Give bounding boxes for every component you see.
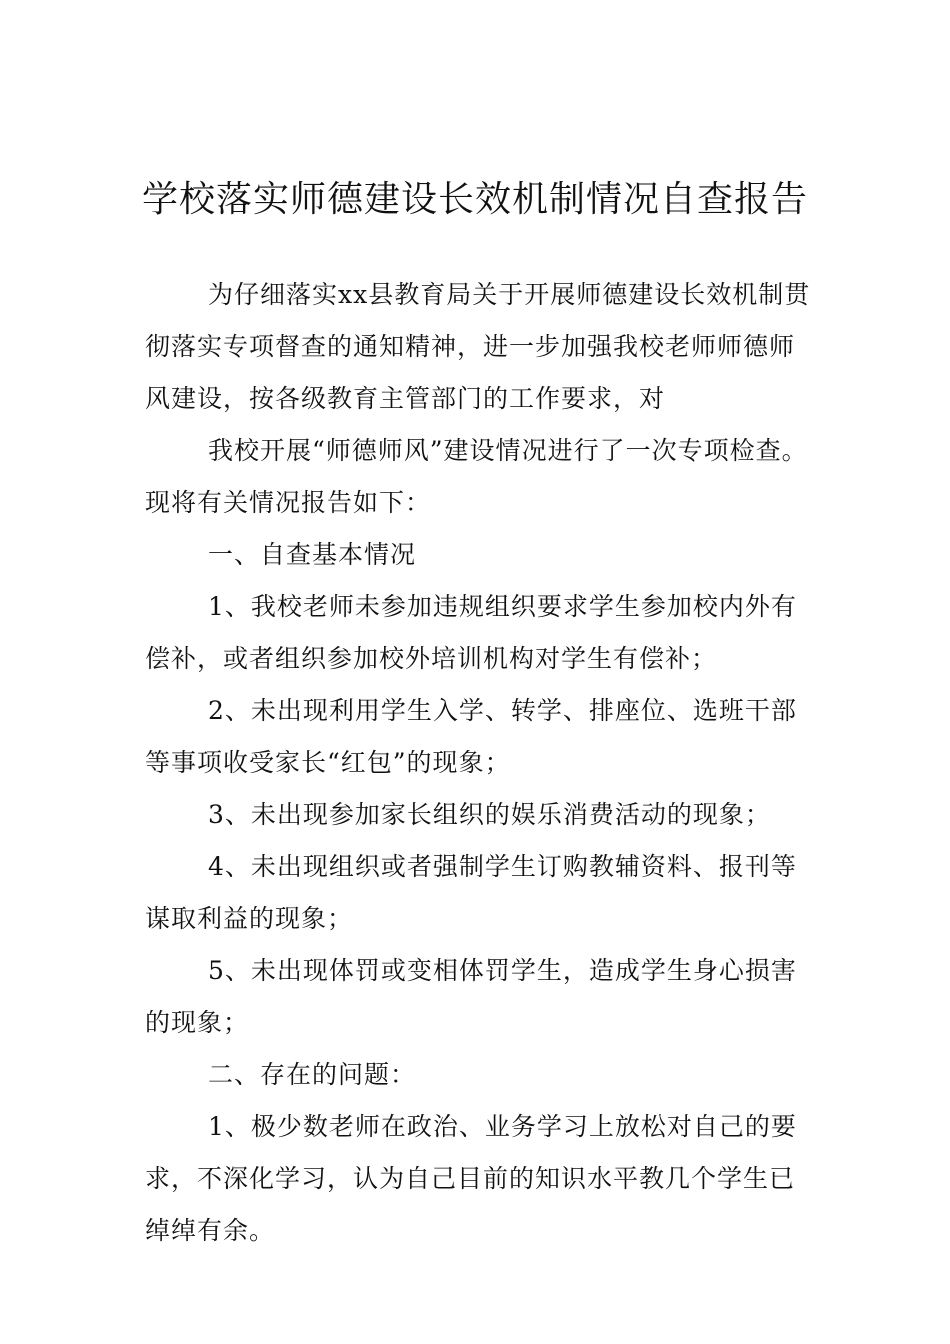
section-heading: 二、存在的问题： (208, 1060, 417, 1089)
paragraph-line: 3、未出现参加家长组织的娱乐消费活动的现象； (208, 800, 771, 829)
paragraph-line: 为仔细落实xx县教育局关于开展师德建设长效机制贯 (208, 280, 811, 309)
paragraph-line: 2、未出现利用学生入学、转学、排座位、选班干部 (208, 696, 797, 725)
paragraph-line: 我校开展“师德师风”建设情况进行了一次专项检查。 (208, 436, 808, 465)
paragraph-line: 偿补，或者组织参加校外培训机构对学生有偿补； (145, 644, 718, 673)
paragraph-line: 谋取利益的现象； (145, 904, 354, 933)
paragraph-line: 的现象； (145, 1008, 250, 1037)
paragraph-line: 绰绰有余。 (145, 1216, 276, 1245)
paragraph-line: 1、极少数老师在政治、业务学习上放松对自己的要 (208, 1112, 797, 1141)
paragraph-line: 现将有关情况报告如下： (145, 488, 432, 517)
paragraph-line: 求，不深化学习，认为自己目前的知识水平教几个学生已 (145, 1164, 796, 1193)
paragraph-line: 4、未出现组织或者强制学生订购教辅资料、报刊等 (208, 852, 797, 881)
document-title: 学校落实师德建设长效机制情况自查报告 (141, 179, 808, 220)
paragraph-line: 彻落实专项督查的通知精神，进一步加强我校老师师德师 (145, 332, 796, 361)
paragraph-line: 风建设，按各级教育主管部门的工作要求，对 (145, 384, 666, 413)
paragraph-line: 5、未出现体罚或变相体罚学生，造成学生身心损害 (208, 956, 797, 985)
paragraph-line: 1、我校老师未参加违规组织要求学生参加校内外有 (208, 592, 797, 621)
paragraph-line: 等事项收受家长“红包”的现象； (145, 748, 511, 777)
section-heading: 一、自查基本情况 (208, 540, 417, 569)
